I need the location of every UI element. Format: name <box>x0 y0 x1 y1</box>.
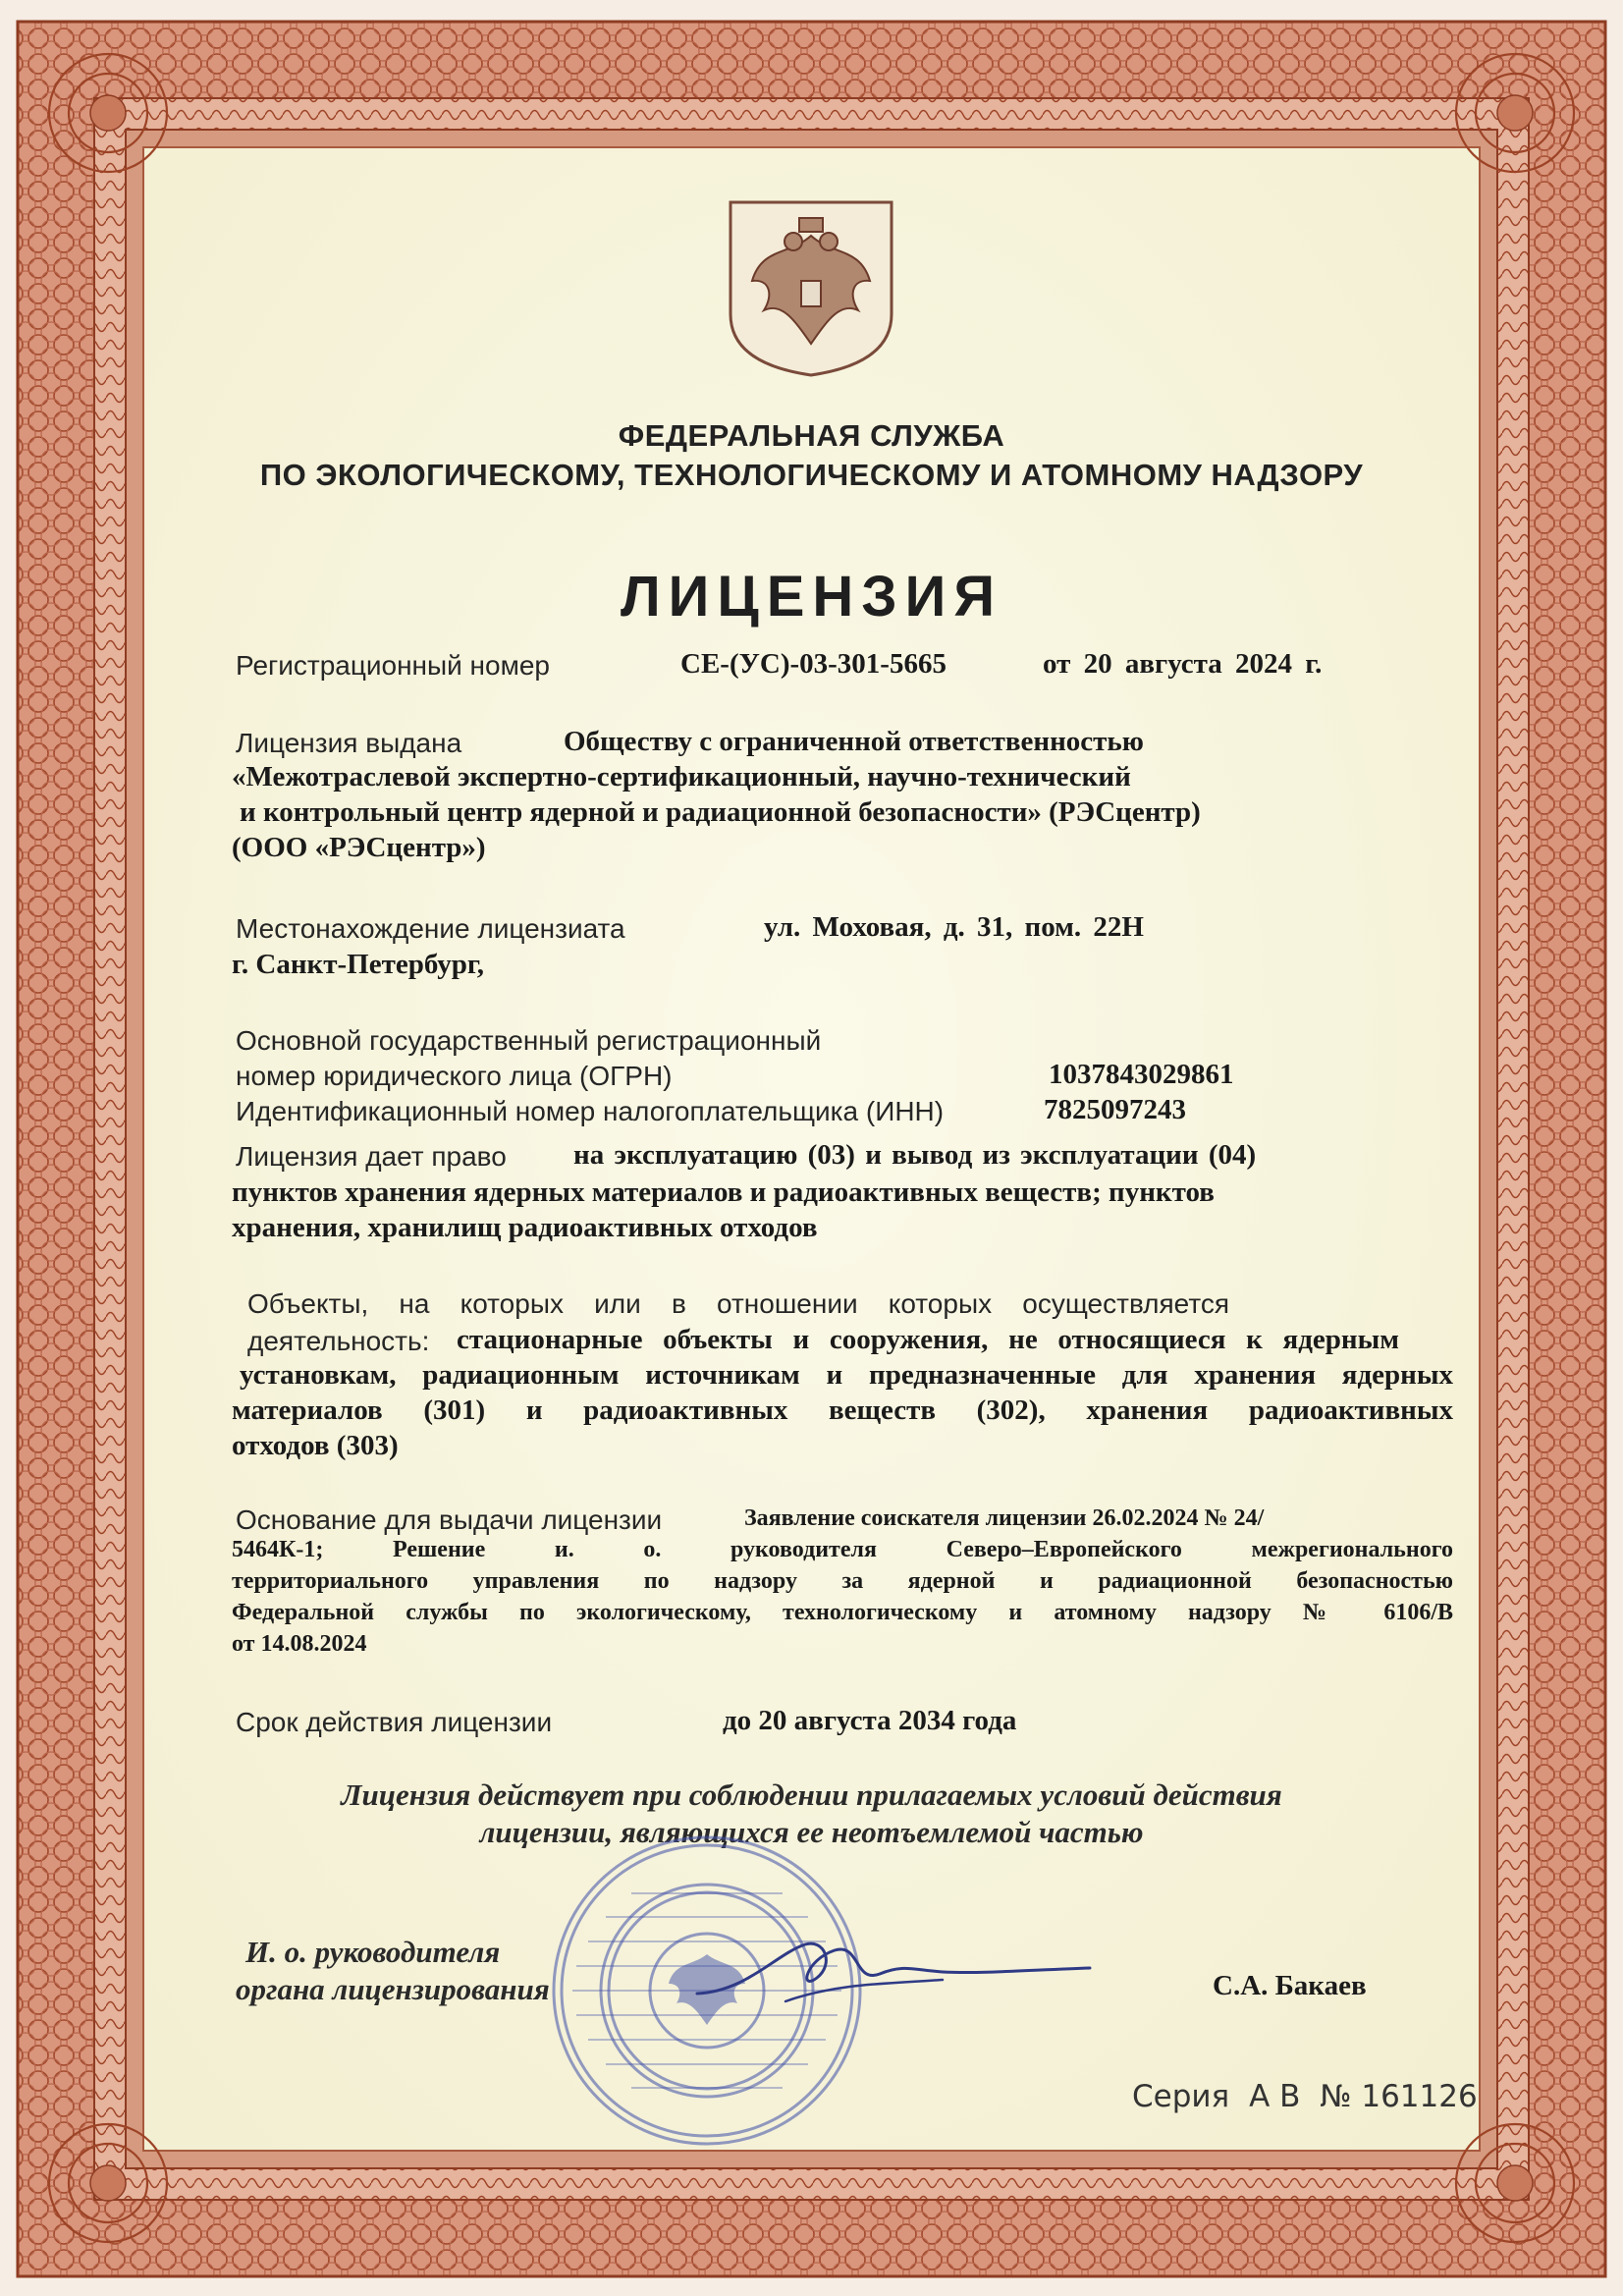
note-line-2: лицензии, являющихся ее неотъемлемой частью <box>479 1815 1144 1849</box>
objects-line-5: отходов (303) <box>232 1430 399 1461</box>
basis-line-4: Федеральной службы по экологическому, технологическому и атомному надзору № 6106/В <box>232 1600 1453 1625</box>
basis-line-3: территориального управления по надзору за ядерной и радиационной безопасностью <box>232 1568 1453 1594</box>
validity-label: Срок действия лицензии <box>236 1707 553 1737</box>
location-label: Местонахождение лицензиата <box>236 913 625 944</box>
basis-line-2: 5464К-1; Решение и. о. руководителя Северо–Европейского межрегионального <box>232 1537 1453 1562</box>
signatory-title-1: И. о. руководителя <box>245 1935 501 1969</box>
registration-number: СЕ-(УС)-03-301-5665 <box>680 648 947 680</box>
right-label: Лицензия дает право <box>236 1141 507 1172</box>
issued-to-line-1: Обществу с ограниченной ответственностью <box>564 726 1144 757</box>
basis-line-1: Заявление соискателя лицензии 26.02.2024 № 24/ <box>744 1505 1265 1531</box>
coat-of-arms-icon <box>725 196 897 379</box>
serial-digits: № 161126 <box>1320 2079 1478 2114</box>
issued-to-line-3: и контрольный центр ядерной и радиационной безопасности» (РЭСцентр) <box>240 796 1201 828</box>
right-line-2: пунктов хранения ядерных материалов и радиоактивных веществ; пунктов <box>232 1176 1215 1208</box>
basis-label: Основание для выдачи лицензии <box>236 1504 663 1535</box>
issued-to-line-4: (ООО «РЭСцентр») <box>232 832 486 863</box>
registration-label: Регистрационный номер <box>236 650 550 681</box>
objects-line-3: установкам, радиационным источникам и предназначенные для хранения ядерных <box>240 1359 1453 1391</box>
serial-label: Серия <box>1132 2079 1230 2114</box>
registration-date: от 20 августа 2024 г. <box>1043 648 1323 680</box>
signatory-name: С.А. Бакаев <box>1213 1970 1367 2001</box>
objects-line-2: стационарные объекты и сооружения, не относящиеся к ядерным <box>457 1324 1399 1355</box>
agency-name-line-2: ПО ЭКОЛОГИЧЕСКОМУ, ТЕХНОЛОГИЧЕСКОМУ И АТОМНОМУ НАДЗОРУ <box>259 458 1364 492</box>
objects-line-4: материалов (301) и радиоактивных веществ (302), хранения радиоактивных <box>232 1394 1453 1426</box>
signatory-title-2: органа лицензирования <box>236 1972 550 2006</box>
note-line-1: Лицензия действует при соблюдении прилагаемых условий действия <box>341 1777 1282 1812</box>
objects-label: деятельность: <box>247 1326 430 1356</box>
ogrn-value: 1037843029861 <box>1049 1059 1234 1090</box>
agency-name-line-1: ФЕДЕРАЛЬНАЯ СЛУЖБА <box>618 418 1005 453</box>
serial-number <box>1132 2079 1478 2114</box>
document-title: ЛИЦЕНЗИЯ <box>620 565 1003 629</box>
inn-value: 7825097243 <box>1044 1094 1186 1125</box>
issued-to-line-2: «Межотраслевой экспертно-сертификационный, научно-технический <box>232 761 1131 793</box>
issued-to-label: Лицензия выдана <box>236 728 462 758</box>
location-city: г. Санкт-Петербург, <box>232 949 485 980</box>
location-address: ул. Моховая, д. 31, пом. 22Н <box>764 911 1144 943</box>
right-line-1: на эксплуатацию (03) и вывод из эксплуатации (04) <box>573 1139 1257 1171</box>
basis-line-5: от 14.08.2024 <box>232 1631 367 1657</box>
right-line-3: хранения, хранилищ радиоактивных отходов <box>232 1212 818 1243</box>
ogrn-label-1: Основной государственный регистрационный <box>236 1025 822 1056</box>
objects-line-1: Объекты, на которых или в отношении которых осуществляется <box>247 1288 1229 1319</box>
serial-series: А В <box>1249 2079 1301 2114</box>
validity-value: до 20 августа 2034 года <box>723 1705 1017 1736</box>
inn-label: Идентификационный номер налогоплательщика (ИНН) <box>236 1096 945 1126</box>
ogrn-label-2: номер юридического лица (ОГРН) <box>236 1061 673 1091</box>
signature <box>687 1915 1100 2023</box>
